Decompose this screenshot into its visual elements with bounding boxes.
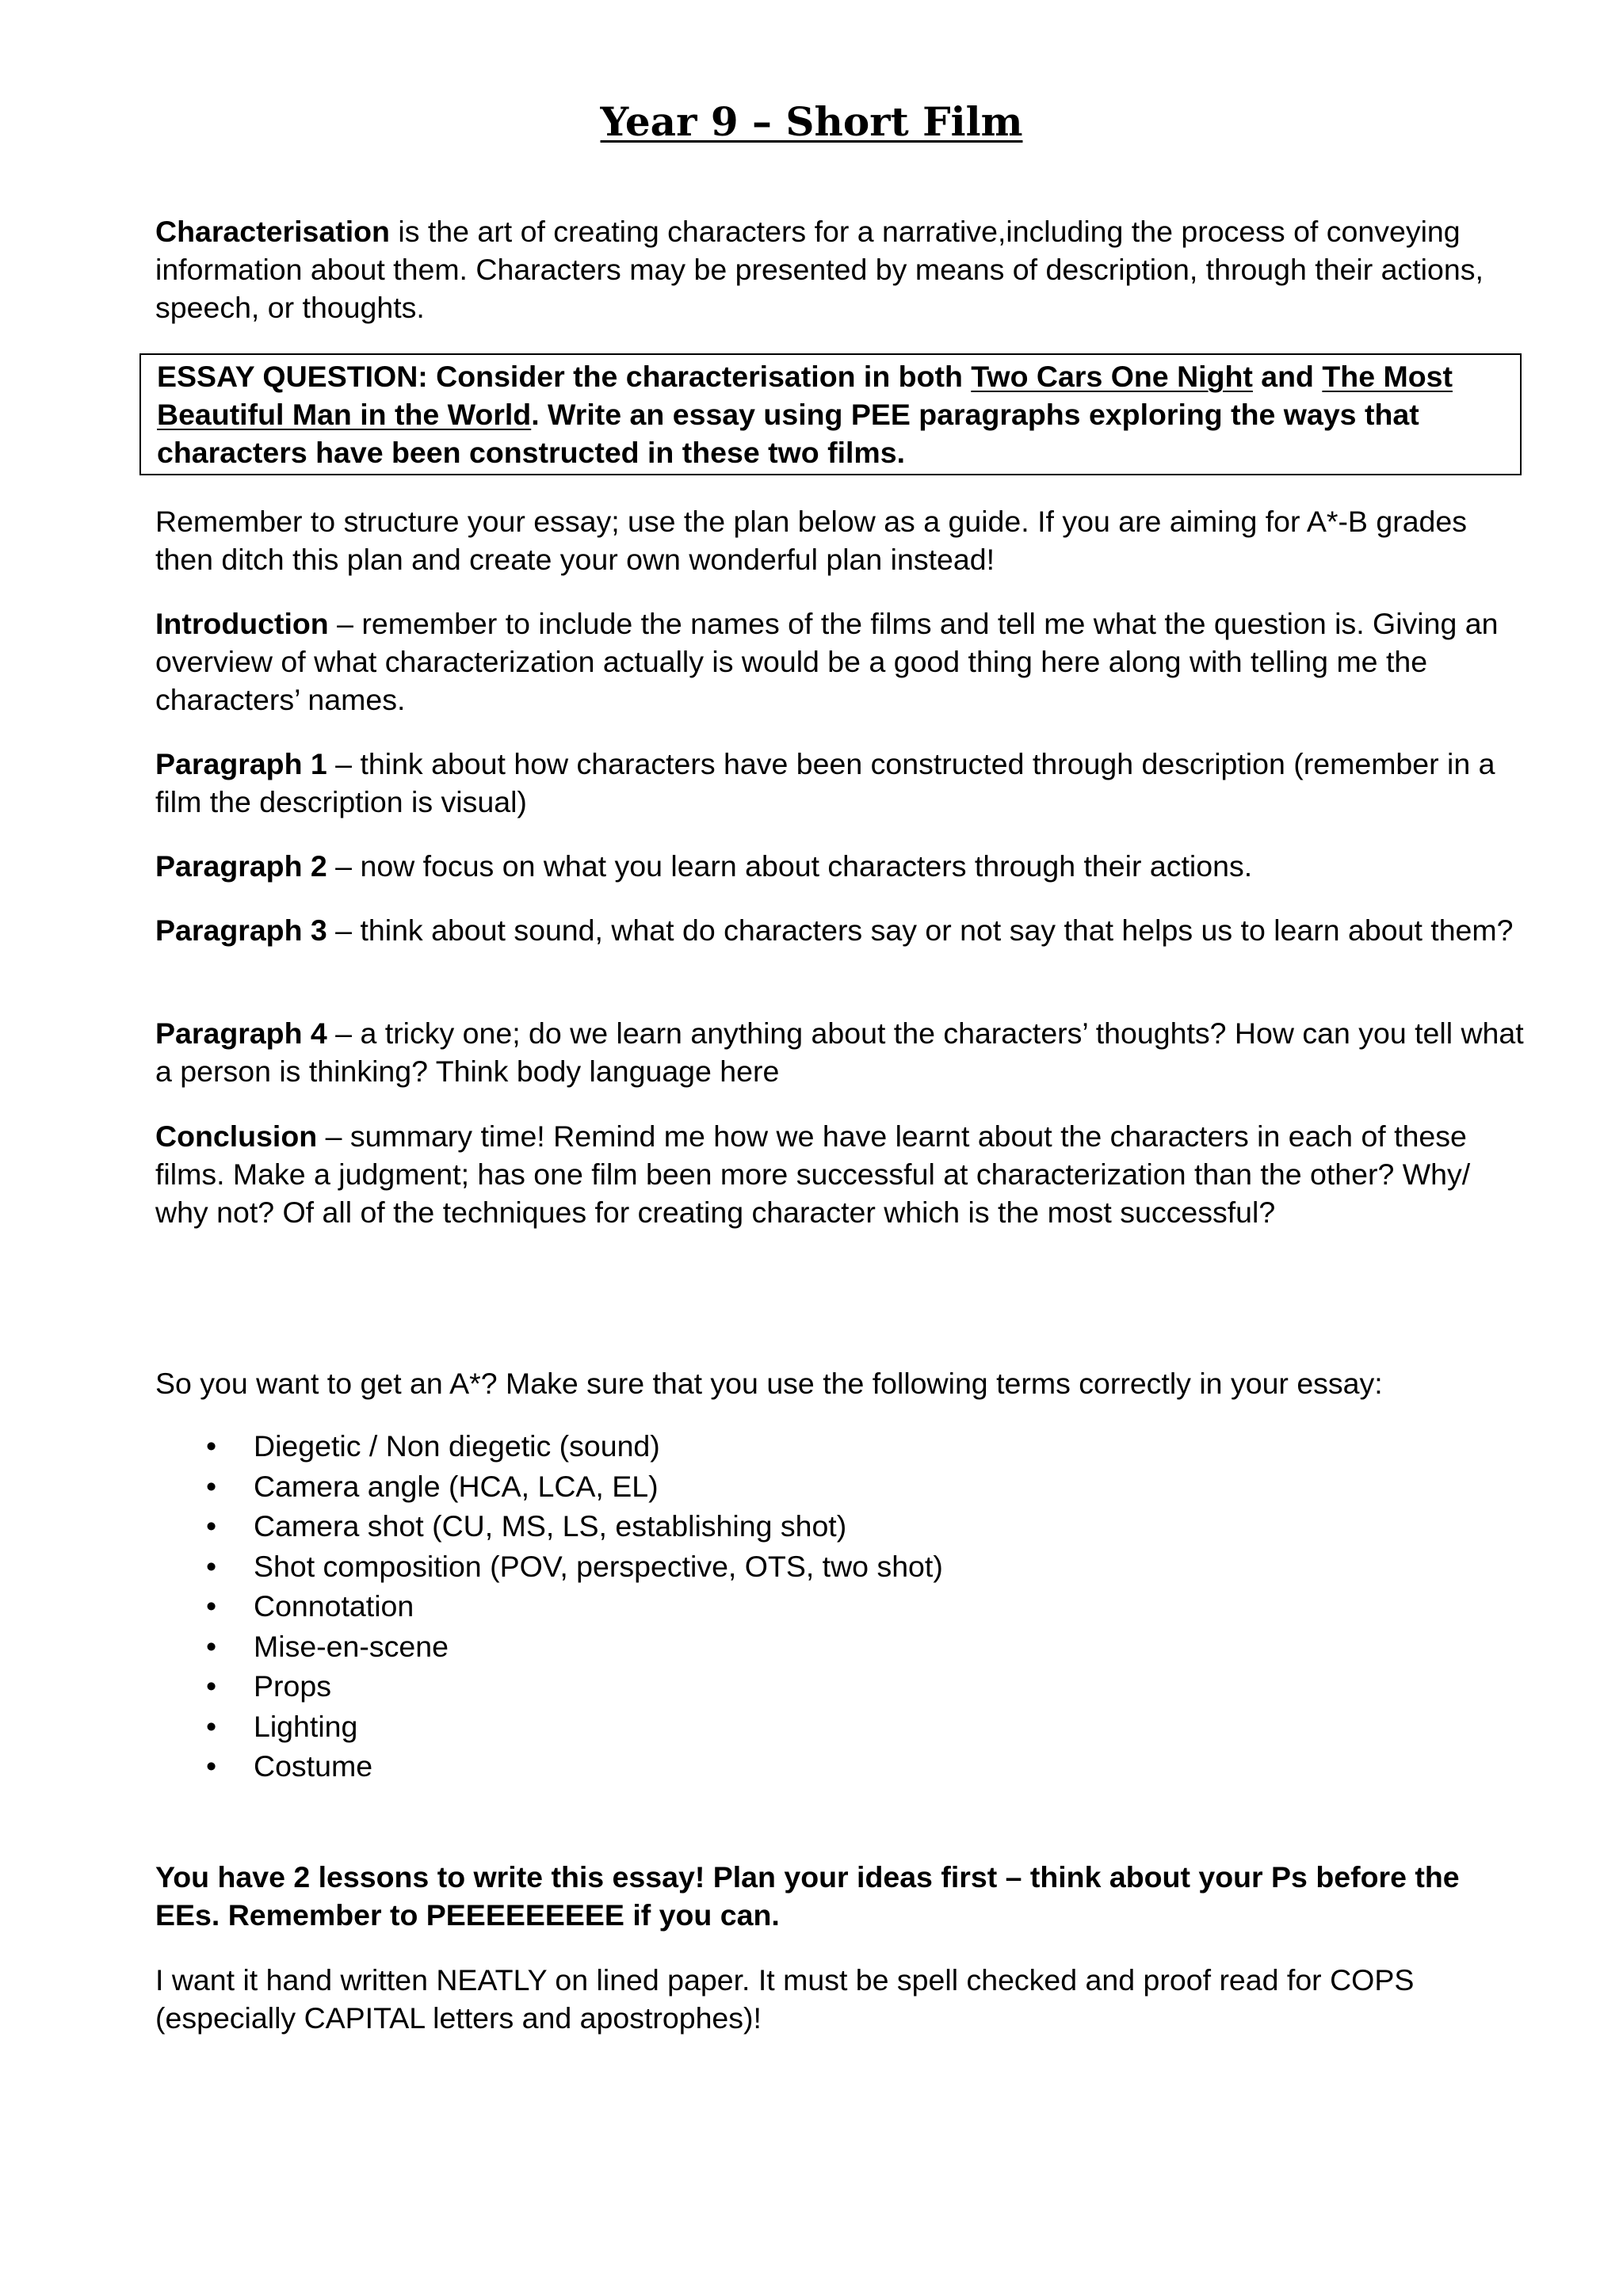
plan-text: – now focus on what you learn about characters through their actions. [327,849,1253,883]
term-text: Connotation [254,1589,414,1623]
intro-term: Characterisation [155,215,390,248]
page-title [0,93,1623,151]
term-text: Diegetic / Non diegetic (sound) [254,1429,660,1463]
plan-text: – a tricky one; do we learn anything about the characters’ thoughts? How can you tell what a person is thinking? Think body language here [155,1016,1524,1088]
term-text: Camera shot (CU, MS, LS, establishing shot) [254,1509,847,1543]
plan-label: Introduction [155,607,329,640]
list-item [155,1506,943,1547]
plan-label: Conclusion [155,1119,318,1153]
terms-intro: So you want to get an A*? Make sure that you use the following terms correctly in your essay: [155,1367,1383,1400]
plan-text: – think about sound, what do characters say or not say that helps us to learn about them? [327,913,1514,947]
list-item [155,1426,943,1466]
list-item [155,1746,943,1787]
term-text: Mise-en-scene [254,1629,449,1663]
plan-label: Paragraph 3 [155,913,327,947]
plan-paragraph-4 [155,1014,1526,1090]
plan-paragraph-3 [155,911,1526,949]
term-text: Costume [254,1749,373,1783]
term-text: Lighting [254,1709,358,1743]
plan-label: Paragraph 1 [155,747,327,780]
lessons-note: You have 2 lessons to write this essay! Plan your ideas first – think about your Ps before the EEs. Remember to PEEEEEEEEE if you can. [155,1860,1460,1932]
final-note: I want it hand written NEATLY on lined paper. It must be spell checked and proof read for COPS (especially CAPITAL letters and apostrophes)! [155,1963,1415,2035]
bullet-icon: • [206,1629,217,1663]
bullet-icon: • [206,1429,217,1463]
term-text: Camera angle (HCA, LCA, EL) [254,1469,659,1503]
bullet-icon: • [206,1509,217,1543]
list-item [155,1466,943,1507]
list-item [155,1586,943,1627]
term-text: Props [254,1669,331,1703]
plan-text: – summary time! Remind me how we have learnt about the characters in each of these films. Make a judgment; has one film been more successful at characterization than the other? Why/ why not? Of all of the techniques for creating character which is the most successful? [155,1119,1471,1229]
list-item [155,1547,943,1587]
bullet-icon: • [206,1709,217,1743]
essay-question-suffix: . Write an essay using PEE paragraphs exploring the ways that characters have been constructed in these two films. [157,398,1419,469]
plan-introduction [155,605,1526,719]
bullet-icon: • [206,1469,217,1503]
essay-film-1: Two Cars One Night [971,360,1253,393]
plan-text: – think about how characters have been constructed through description (remember in a film the description is visual) [155,747,1495,818]
plan-label: Paragraph 2 [155,849,327,883]
bullet-icon: • [206,1749,217,1783]
essay-question-and: and [1252,360,1323,393]
page-title-text: Year 9 – Short Film [600,98,1023,145]
structure-note: Remember to structure your essay; use the plan below as a guide. If you are aiming for A*-B grades then ditch this plan and create your own wonderful plan instead! [155,505,1468,576]
bullet-icon: • [206,1549,217,1583]
plan-paragraph-1 [155,745,1526,821]
bullet-icon: • [206,1589,217,1623]
essay-question-box [139,353,1522,475]
list-item [155,1707,943,1747]
term-text: Shot composition (POV, perspective, OTS, two shot) [254,1549,943,1583]
plan-paragraph-2 [155,847,1526,885]
essay-question-prefix: ESSAY QUESTION: Consider the characterisation in both [157,360,972,393]
list-item [155,1627,943,1667]
intro-paragraph [155,212,1526,326]
plan-text: – remember to include the names of the films and tell me what the question is. Giving an overview of what characterization actually is would be a good thing here along with telling me the characters’ names. [155,607,1499,716]
essay-film-2: The Most Beautiful Man in the World [157,360,1453,431]
plan-label: Paragraph 4 [155,1016,327,1050]
plan-conclusion [155,1117,1526,1231]
bullet-icon: • [206,1669,217,1703]
terms-list [155,1426,943,1787]
intro-text: is the art of creating characters for a narrative,including the process of conveying information about them. Characters may be presented by means of description, through their actions, speech, or thoughts. [155,215,1484,324]
list-item [155,1666,943,1707]
